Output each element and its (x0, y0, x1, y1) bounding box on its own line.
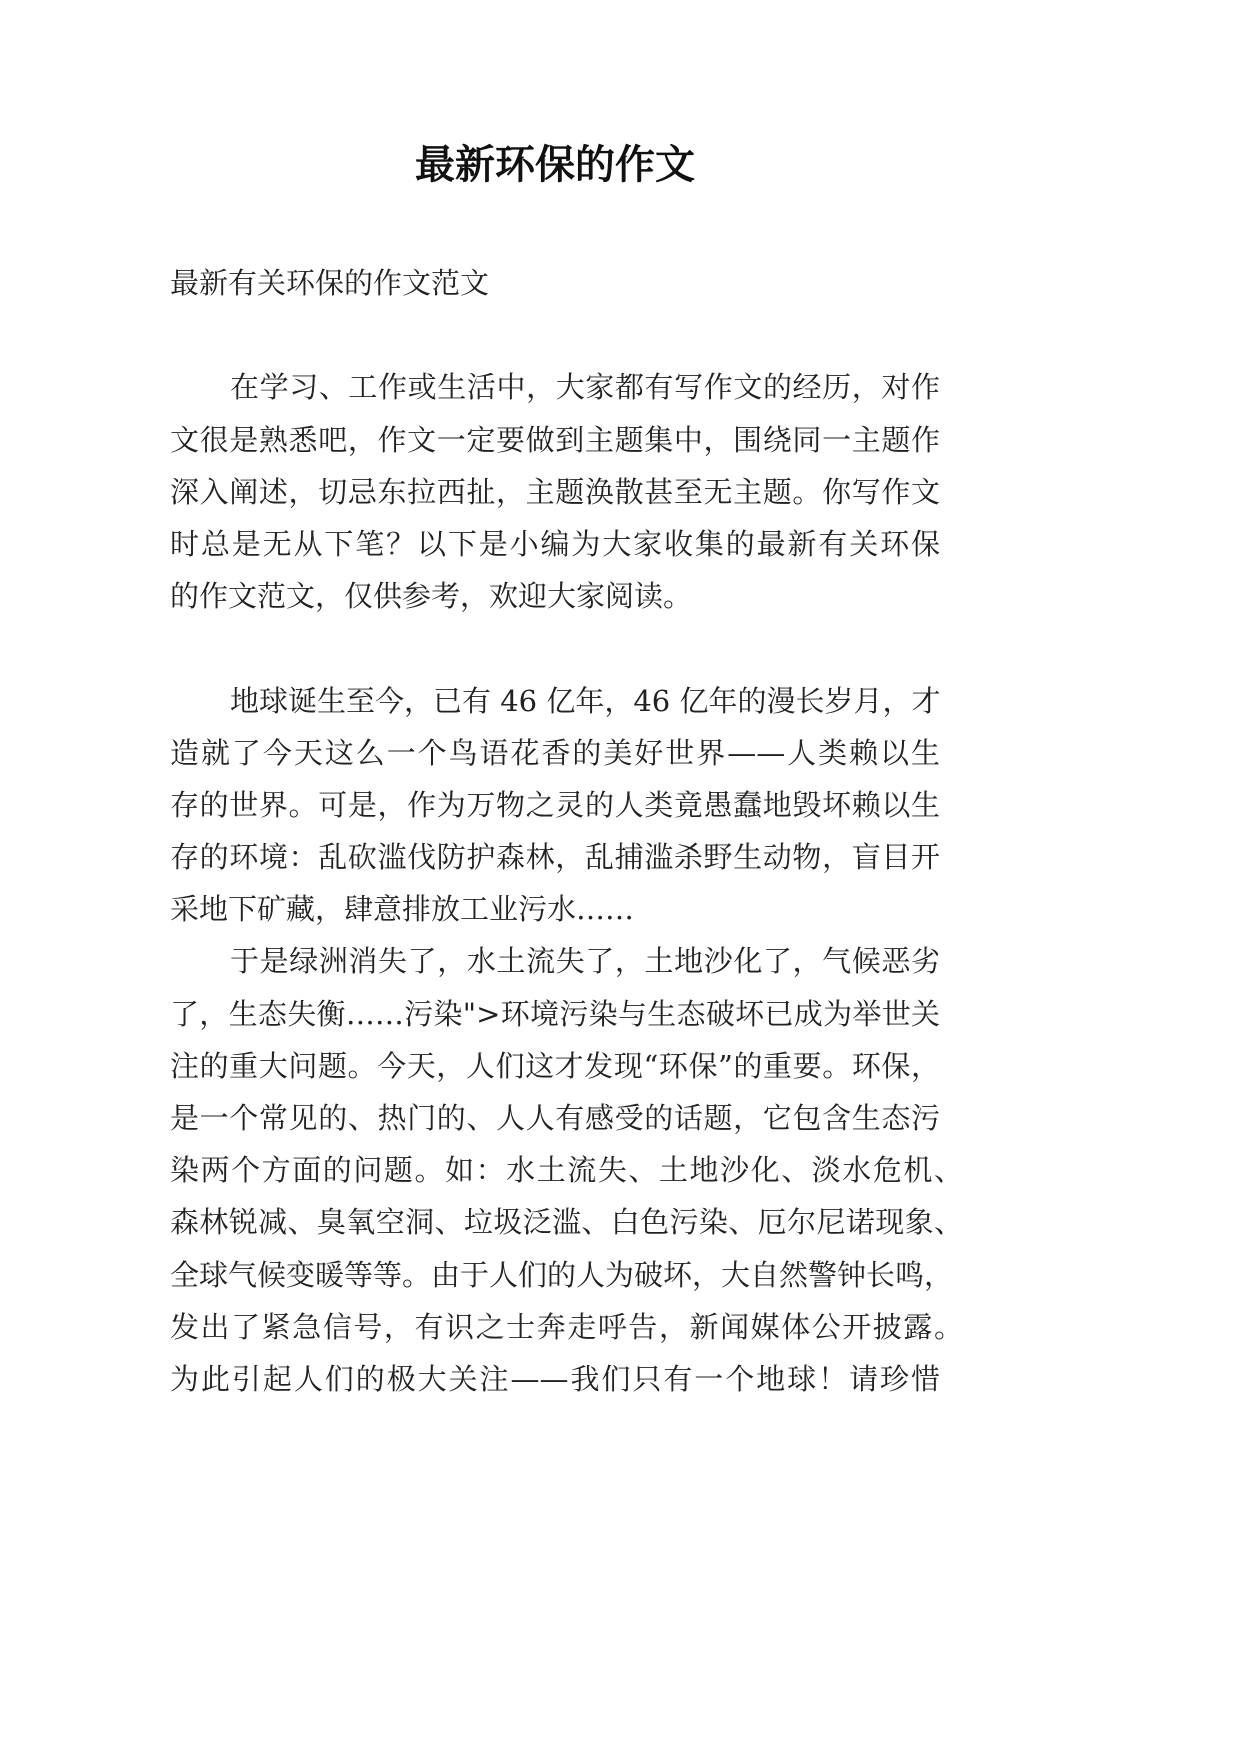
paragraph-spacer (170, 622, 940, 674)
intro-paragraph (170, 361, 940, 622)
paragraph-line: 采地下矿藏，肆意排放工业污水…… (170, 892, 635, 927)
paragraph-line: 时总是无从下笔？以下是小编为大家收集的最新有关环保 (170, 526, 940, 561)
paragraph-line: 为此引起人们的极大关注——我们只有一个地球！请珍惜 (170, 1361, 940, 1396)
paragraph-line: 是一个常见的、热门的、人人有感受的话题，它包含生态污 (170, 1101, 940, 1135)
paragraph-line: 全球气候变暖等等。由于人们的人为破坏，大自然警钟长鸣， (170, 1257, 954, 1292)
paragraph-line: 了，生态失衡……污染">环境污染与生态破坏已成为举世关 (170, 996, 940, 1031)
paragraph-line: 地球诞生至今，已有 46 亿年，46 亿年的漫长岁月，才 (230, 683, 941, 718)
paragraph-line: 造就了今天这么一个鸟语花香的美好世界——人类赖以生 (170, 735, 940, 770)
paragraph-line: 在学习、工作或生活中，大家都有写作文的经历，对作 (230, 370, 940, 405)
paragraph-line: 森林锐减、臭氧空洞、垃圾泛滥、白色污染、厄尔尼诺现象、 (170, 1205, 963, 1240)
paragraph-line: 染两个方面的问题。如：水土流失、土地沙化、淡水危机、 (170, 1153, 963, 1188)
paragraph-line: 存的环境：乱砍滥伐防护森林，乱捕滥杀野生动物，盲目开 (170, 840, 940, 875)
paragraph-line: 于是绿洲消失了，水土流失了，土地沙化了，气候恶劣 (230, 944, 940, 979)
paragraph-line: 发出了紧急信号，有识之士奔走呼告，新闻媒体公开披露。 (170, 1309, 963, 1344)
document-title: 最新环保的作文 (415, 141, 695, 188)
paragraph-line: 存的世界。可是，作为万物之灵的人类竟愚蠢地毁坏赖以生 (170, 787, 940, 822)
paragraph-spacer (170, 309, 940, 361)
paragraph-line: 的作文范文，仅供参考，欢迎大家阅读。 (170, 579, 693, 614)
paragraph-line: 文很是熟悉吧，作文一定要做到主题集中，围绕同一主题作 (170, 422, 940, 457)
paragraph-line: 深入阐述，切忌东拉西扯，主题涣散甚至无主题。你写作文 (170, 474, 940, 509)
essay-paragraph (170, 675, 940, 936)
essay-paragraph (170, 935, 963, 1405)
document-subtitle: 最新有关环保的作文范文 (170, 266, 490, 300)
paragraph-line: 注的重大问题。今天，人们这才发现“环保”的重要。环保， (170, 1048, 940, 1083)
document-body (170, 257, 963, 1405)
